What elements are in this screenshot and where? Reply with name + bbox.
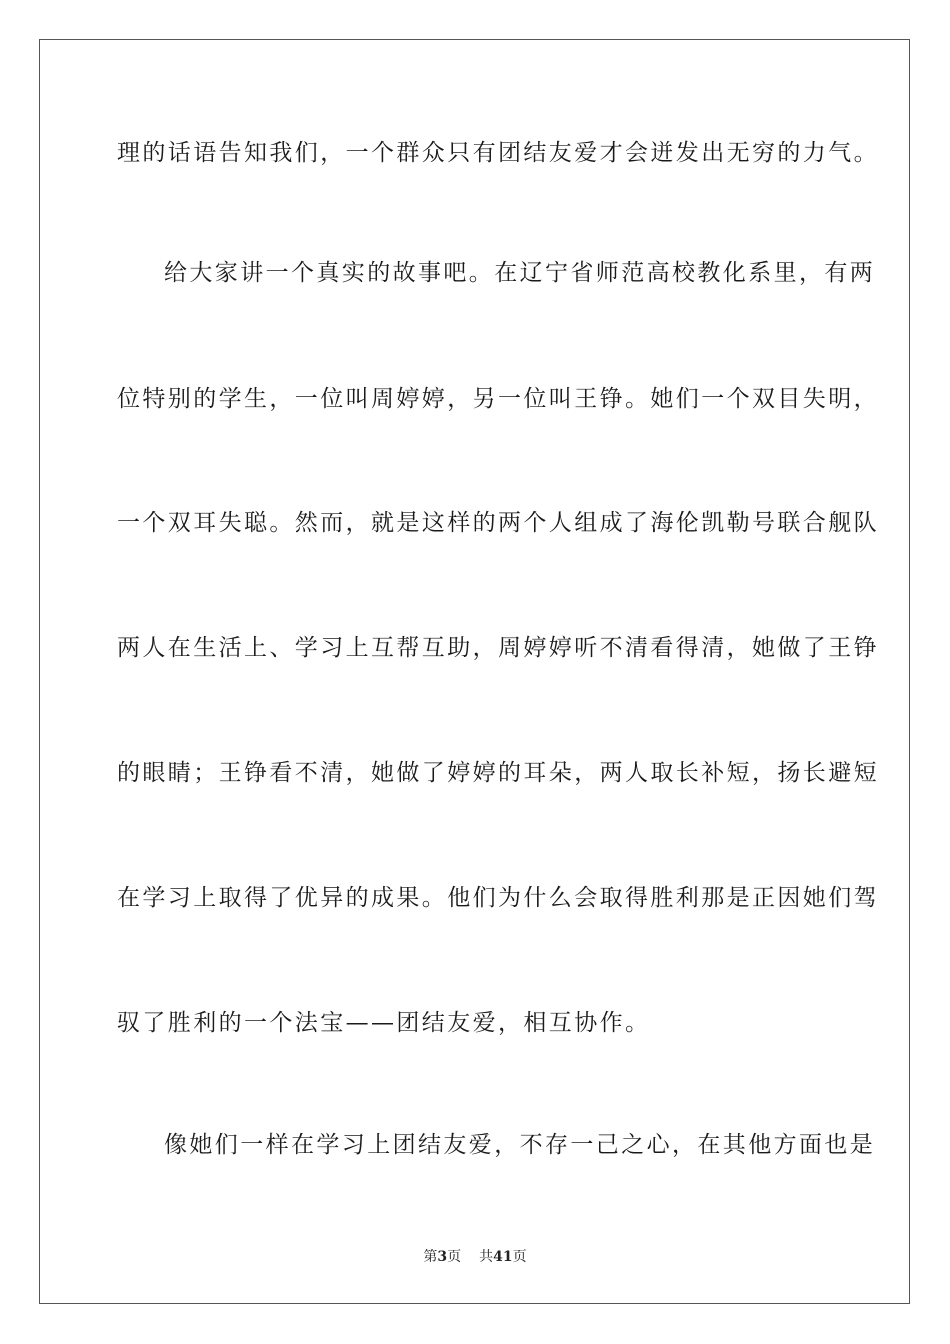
total-label-suffix: 页: [512, 1249, 527, 1265]
total-pages-number: 41: [493, 1249, 513, 1265]
page-label-prefix: 第: [423, 1249, 438, 1265]
text-line: 在学习上取得了优异的成果。他们为什么会取得胜利那是正因她们驾: [117, 885, 879, 911]
text-line: 理的话语告知我们，一个群众只有团结友爱才会迸发出无穷的力气。: [117, 140, 879, 166]
page-footer: [0, 1248, 950, 1266]
text-line: 两人在生活上、学习上互帮互助，周婷婷听不清看得清，她做了王铮: [117, 635, 879, 661]
paragraph-first-line: 像她们一样在学习上团结友爱，不存一己之心，在其他方面也是: [164, 1132, 876, 1158]
text-line: 驭了胜利的一个法宝——团结友爱，相互协作。: [117, 1010, 651, 1036]
current-page-number: 3: [437, 1249, 448, 1265]
text-line: 位特别的学生，一位叫周婷婷，另一位叫王铮。她们一个双目失明，: [117, 386, 879, 412]
text-line: 一个双耳失聪。然而，就是这样的两个人组成了海伦凯勒号联合舰队: [117, 510, 879, 536]
page-border: [39, 39, 910, 1304]
total-label-prefix: 共: [479, 1249, 494, 1265]
paragraph-first-line: 给大家讲一个真实的故事吧。在辽宁省师范高校教化系里，有两: [164, 260, 876, 286]
text-line: 的眼睛；王铮看不清，她做了婷婷的耳朵，两人取长补短，扬长避短: [117, 760, 879, 786]
page-label-suffix: 页: [447, 1249, 462, 1265]
